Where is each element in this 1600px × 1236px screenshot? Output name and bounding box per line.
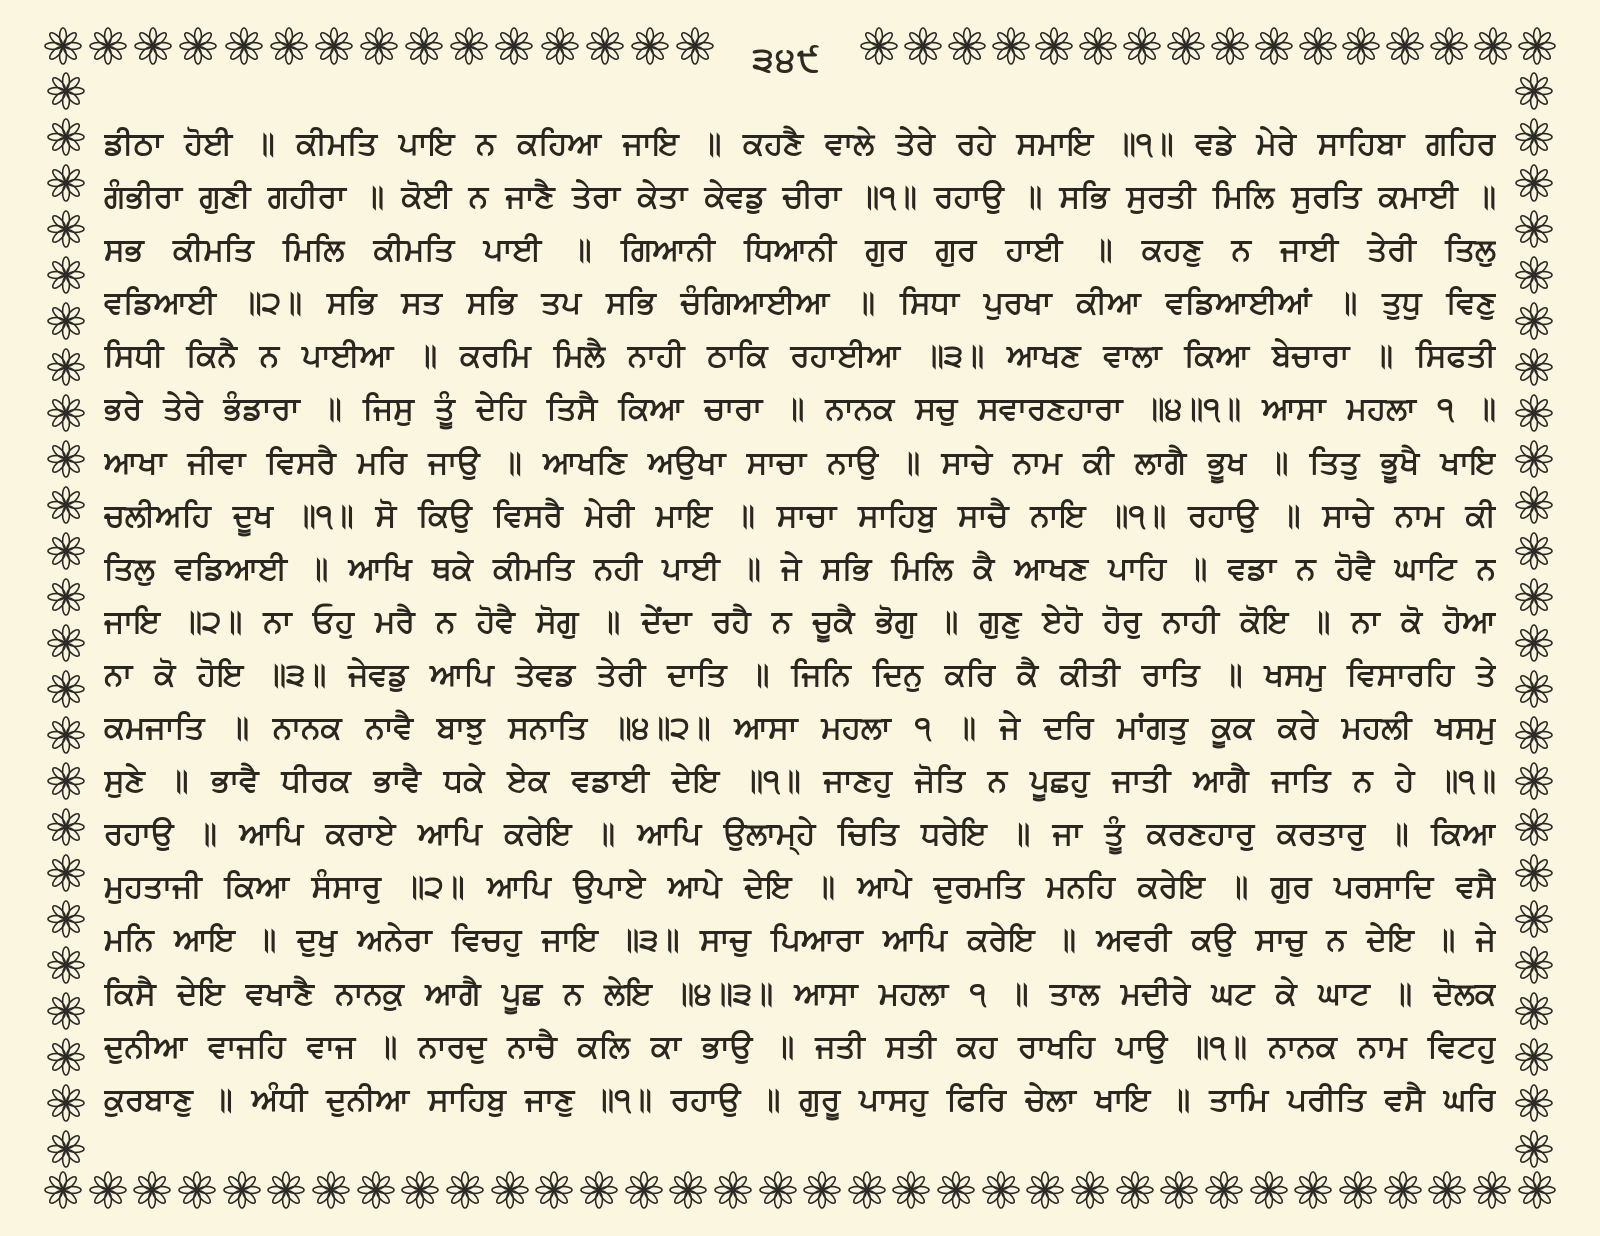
flower-icon <box>270 27 308 65</box>
flower-icon <box>47 210 85 248</box>
flower-icon <box>1515 1038 1553 1076</box>
flower-icon <box>1515 118 1553 156</box>
flower-icon <box>47 578 85 616</box>
flower-icon <box>676 27 714 65</box>
flower-icon <box>47 164 85 202</box>
flower-icon <box>401 1171 439 1209</box>
flower-icon <box>1515 440 1553 478</box>
flower-icon <box>803 1171 841 1209</box>
flower-icon <box>1428 1171 1466 1209</box>
flower-icon <box>1116 1171 1154 1209</box>
flower-icon <box>47 854 85 892</box>
flower-icon <box>948 27 986 65</box>
flower-icon <box>47 808 85 846</box>
flower-icon <box>1515 808 1553 846</box>
flower-icon <box>1515 900 1553 938</box>
flower-icon <box>1079 27 1117 65</box>
top-border-right <box>860 24 1556 68</box>
text-line: ਮੁਹਤਾਜੀ ਕਿਆ ਸੰਸਾਰੁ ॥੨॥ ਆਪਿ ਉਪਾਏ ਆਪੇ ਦੇਇ ॥ ਆਪੇ ਦੁਰਮਤਿ ਮਨਹਿ ਕਰੇਇ ॥ ਗੁਰ ਪਰਸਾਦਿ ਵਸੈ <box>104 869 1496 906</box>
text-line: ਸਭ ਕੀਮਤਿ ਮਿਲਿ ਕੀਮਤਿ ਪਾਈ ॥ ਗਿਆਨੀ ਧਿਆਨੀ ਗੁਰ ਗੁਰ ਹਾਈ ॥ ਕਹਣੁ ਨ ਜਾਈ ਤੇਰੀ ਤਿਲੁ <box>104 232 1496 269</box>
flower-icon <box>133 1171 171 1209</box>
flower-icon <box>631 27 669 65</box>
flower-icon <box>1515 394 1553 432</box>
flower-icon <box>625 1171 663 1209</box>
flower-icon <box>904 27 942 65</box>
flower-icon <box>1255 27 1293 65</box>
flower-icon <box>1430 27 1468 65</box>
top-border-left <box>44 24 714 68</box>
flower-icon <box>1515 670 1553 708</box>
flower-icon <box>1515 854 1553 892</box>
flower-icon <box>1518 27 1556 65</box>
flower-icon <box>1339 1171 1377 1209</box>
flower-icon <box>1474 27 1512 65</box>
text-line: ਮਨਿ ਆਇ ॥ ਦੁਖੁ ਅਨੇਰਾ ਵਿਚਹੁ ਜਾਇ ॥੩॥ ਸਾਚੁ ਪਿਆਰਾ ਆਪਿ ਕਰੇਇ ॥ ਅਵਰੀ ਕਉ ਸਾਚੁ ਨ ਦੇਇ ॥ ਜੇ <box>104 922 1496 959</box>
flower-icon <box>580 1171 618 1209</box>
flower-icon <box>47 532 85 570</box>
flower-icon <box>1515 164 1553 202</box>
flower-icon <box>89 1171 127 1209</box>
flower-icon <box>178 1171 216 1209</box>
flower-icon <box>1035 27 1073 65</box>
bottom-border <box>44 1168 1556 1212</box>
flower-icon <box>47 670 85 708</box>
text-line: ਗੰਭੀਰਾ ਗੁਣੀ ਗਹੀਰਾ ॥ ਕੋਈ ਨ ਜਾਣੈ ਤੇਰਾ ਕੇਤਾ ਕੇਵਡੁ ਚੀਰਾ ॥੧॥ ਰਹਾਉ ॥ ਸਭਿ ਸੁਰਤੀ ਮਿਲਿ ਸੁਰਤਿ ਕਮਾਈ ॥ <box>104 179 1496 216</box>
flower-icon <box>47 486 85 524</box>
flower-icon <box>1250 1171 1288 1209</box>
flower-icon <box>586 27 624 65</box>
text-line: ਭਰੇ ਤੇਰੇ ਭੰਡਾਰਾ ॥ ਜਿਸੁ ਤੂੰ ਦੇਹਿ ਤਿਸੈ ਕਿਆ ਚਾਰਾ ॥ ਨਾਨਕ ਸਚੁ ਸਵਾਰਣਹਾਰਾ ॥੪॥੧॥ ਆਸਾ ਮਹਲਾ ੧ ॥ <box>104 391 1496 428</box>
flower-icon <box>714 1171 752 1209</box>
flower-icon <box>47 992 85 1030</box>
flower-icon <box>860 27 898 65</box>
text-line: ਡੀਠਾ ਹੋਈ ॥ ਕੀਮਤਿ ਪਾਇ ਨ ਕਹਿਆ ਜਾਇ ॥ ਕਹਣੈ ਵਾਲੇ ਤੇਰੇ ਰਹੇ ਸਮਾਇ ॥੧॥ ਵਡੇ ਮੇਰੇ ਸਾਹਿਬਾ ਗਹਿਰ <box>104 126 1496 162</box>
flower-icon <box>541 27 579 65</box>
flower-icon <box>47 1038 85 1076</box>
flower-icon <box>1515 532 1553 570</box>
flower-icon <box>89 27 127 65</box>
flower-icon <box>1518 1171 1556 1209</box>
flower-icon <box>1205 1171 1243 1209</box>
text-line: ਸਿਧੀ ਕਿਨੈ ਨ ਪਾਈਆ ॥ ਕਰਮਿ ਮਿਲੈ ਨਾਹੀ ਠਾਕਿ ਰਹਾਈਆ ॥੩॥ ਆਖਣ ਵਾਲਾ ਕਿਆ ਬੇਚਾਰਾ ॥ ਸਿਫਤੀ <box>104 338 1496 375</box>
text-line: ਜਾਇ ॥੨॥ ਨਾ ਓਹੁ ਮਰੈ ਨ ਹੋਵੈ ਸੋਗੁ ॥ ਦੇਂਦਾ ਰਹੈ ਨ ਚੂਕੈ ਭੋਗੁ ॥ ਗੁਣੁ ਏਹੋ ਹੋਰੁ ਨਾਹੀ ਕੋਇ ॥ ਨਾ ਕੋ ਹੋਆ <box>104 603 1496 640</box>
flower-icon <box>47 440 85 478</box>
flower-icon <box>892 1171 930 1209</box>
left-border <box>44 72 88 1168</box>
flower-icon <box>44 1171 82 1209</box>
flower-icon <box>312 1171 350 1209</box>
text-line: ਕਿਸੈ ਦੇਇ ਵਖਾਣੈ ਨਾਨਕੁ ਆਗੈ ਪੂਛ ਨ ਲੇਇ ॥੪॥੩॥ ਆਸਾ ਮਹਲਾ ੧ ॥ ਤਾਲ ਮਦੀਰੇ ਘਟ ਕੇ ਘਾਟ ॥ ਦੋਲਕ <box>104 975 1496 1012</box>
flower-icon <box>44 27 82 65</box>
flower-icon <box>1515 716 1553 754</box>
flower-icon <box>1515 946 1553 984</box>
flower-icon <box>1299 27 1337 65</box>
flower-icon <box>47 118 85 156</box>
text-line: ਕਮਜਾਤਿ ॥ ਨਾਨਕ ਨਾਵੈ ਬਾਝੁ ਸਨਾਤਿ ॥੪॥੨॥ ਆਸਾ ਮਹਲਾ ੧ ॥ ਜੇ ਦਰਿ ਮਾਂਗਤੁ ਕੂਕ ਕਰੇ ਮਹਲੀ ਖਸਮੁ <box>104 710 1496 747</box>
flower-icon <box>1515 486 1553 524</box>
flower-icon <box>535 1171 573 1209</box>
flower-icon <box>1515 72 1553 110</box>
flower-icon <box>1123 27 1161 65</box>
flower-icon <box>1294 1171 1332 1209</box>
flower-icon <box>47 624 85 662</box>
right-border <box>1512 72 1556 1168</box>
flower-icon <box>47 72 85 110</box>
flower-icon <box>47 900 85 938</box>
flower-icon <box>1515 256 1553 294</box>
flower-icon <box>1160 1171 1198 1209</box>
flower-icon <box>1384 1171 1422 1209</box>
flower-icon <box>937 1171 975 1209</box>
flower-icon <box>1515 992 1553 1030</box>
flower-icon <box>1026 1171 1064 1209</box>
flower-icon <box>47 394 85 432</box>
flower-icon <box>47 348 85 386</box>
flower-icon <box>759 1171 797 1209</box>
flower-icon <box>47 302 85 340</box>
text-line: ਕੁਰਬਾਣੁ ॥ ਅੰਧੀ ਦੁਨੀਆ ਸਾਹਿਬੁ ਜਾਣੁ ॥੧॥ ਰਹਾਉ ॥ ਗੁਰੂ ਪਾਸਹੁ ਫਿਰਿ ਚੇਲਾ ਖਾਇ ॥ ਤਾਮਿ ਪਰੀਤਿ ਵਸੈ ਘਰਿ <box>104 1081 1496 1118</box>
flower-icon <box>47 1084 85 1122</box>
flower-icon <box>450 27 488 65</box>
flower-icon <box>1071 1171 1109 1209</box>
flower-icon <box>47 256 85 294</box>
text-block <box>104 118 1496 1127</box>
flower-icon <box>848 1171 886 1209</box>
flower-icon <box>1386 27 1424 65</box>
text-line: ਚਲੀਅਹਿ ਦੂਖ ॥੧॥ ਸੋ ਕਿਉ ਵਿਸਰੈ ਮੇਰੀ ਮਾਇ ॥ ਸਾਚਾ ਸਾਹਿਬੁ ਸਾਚੈ ਨਾਇ ॥੧॥ ਰਹਾਉ ॥ ਸਾਚੇ ਨਾਮ ਕੀ <box>104 497 1496 534</box>
flower-icon <box>1473 1171 1511 1209</box>
flower-icon <box>223 1171 261 1209</box>
flower-icon <box>1211 27 1249 65</box>
flower-icon <box>405 27 443 65</box>
flower-icon <box>982 1171 1020 1209</box>
text-line: ਰਹਾਉ ॥ ਆਪਿ ਕਰਾਏ ਆਪਿ ਕਰੇਇ ॥ ਆਪਿ ਉਲਾਮ੍ਹੇ ਚਿਤਿ ਧਰੇਇ ॥ ਜਾ ਤੂੰ ਕਰਣਹਾਰੁ ਕਰਤਾਰੁ ॥ ਕਿਆ <box>104 816 1496 853</box>
flower-icon <box>1515 762 1553 800</box>
flower-icon <box>1515 210 1553 248</box>
flower-icon <box>47 762 85 800</box>
flower-icon <box>491 1171 529 1209</box>
flower-icon <box>992 27 1030 65</box>
flower-icon <box>315 27 353 65</box>
flower-icon <box>179 27 217 65</box>
text-line: ਤਿਲੁ ਵਡਿਆਈ ॥ ਆਖਿ ਥਕੇ ਕੀਮਤਿ ਨਹੀ ਪਾਈ ॥ ਜੇ ਸਭਿ ਮਿਲਿ ਕੈ ਆਖਣ ਪਾਹਿ ॥ ਵਡਾ ਨ ਹੋਵੈ ਘਾਟਿ ਨ <box>104 550 1496 587</box>
flower-icon <box>1342 27 1380 65</box>
flower-icon <box>1515 1130 1553 1168</box>
flower-icon <box>1515 1084 1553 1122</box>
flower-icon <box>357 1171 395 1209</box>
text-line: ਆਖਾ ਜੀਵਾ ਵਿਸਰੈ ਮਰਿ ਜਾਉ ॥ ਆਖਣਿ ਅਉਖਾ ਸਾਚਾ ਨਾਉ ॥ ਸਾਚੇ ਨਾਮ ਕੀ ਲਾਗੈ ਭੂਖ ॥ ਤਿਤੁ ਭੂਖੈ ਖਾਇ <box>104 444 1496 481</box>
flower-icon <box>267 1171 305 1209</box>
flower-icon <box>1515 348 1553 386</box>
flower-icon <box>1515 578 1553 616</box>
flower-icon <box>446 1171 484 1209</box>
flower-icon <box>134 27 172 65</box>
text-line: ਵਡਿਆਈ ॥੨॥ ਸਭਿ ਸਤ ਸਭਿ ਤਪ ਸਭਿ ਚੰਗਿਆਈਆ ॥ ਸਿਧਾ ਪੁਰਖਾ ਕੀਆ ਵਡਿਆਈਆਂ ॥ ਤੁਧੁ ਵਿਣੁ <box>104 285 1496 322</box>
flower-icon <box>1515 302 1553 340</box>
text-line: ਦੁਨੀਆ ਵਾਜਹਿ ਵਾਜ ॥ ਨਾਰਦੁ ਨਾਚੈ ਕਲਿ ਕਾ ਭਾਉ ॥ ਜਤੀ ਸਤੀ ਕਹ ਰਾਖਹਿ ਪਾਉ ॥੧॥ ਨਾਨਕ ਨਾਮ ਵਿਟਹੁ <box>104 1028 1496 1065</box>
flower-icon <box>225 27 263 65</box>
flower-icon <box>360 27 398 65</box>
text-line: ਸੁਣੇ ॥ ਭਾਵੈ ਧੀਰਕ ਭਾਵੈ ਧਕੇ ਏਕ ਵਡਾਈ ਦੇਇ ॥੧॥ ਜਾਣਹੁ ਜੋਤਿ ਨ ਪੂਛਹੁ ਜਾਤੀ ਆਗੈ ਜਾਤਿ ਨ ਹੇ ॥੧॥ <box>104 763 1496 800</box>
flower-icon <box>47 716 85 754</box>
text-line: ਨਾ ਕੋ ਹੋਇ ॥੩॥ ਜੇਵਡੁ ਆਪਿ ਤੇਵਡ ਤੇਰੀ ਦਾਤਿ ॥ ਜਿਨਿ ਦਿਨੁ ਕਰਿ ਕੈ ਕੀਤੀ ਰਾਤਿ ॥ ਖਸਮੁ ਵਿਸਾਰਹਿ ਤੇ <box>104 656 1496 693</box>
flower-icon <box>495 27 533 65</box>
flower-icon <box>669 1171 707 1209</box>
flower-icon <box>1167 27 1205 65</box>
flower-icon <box>47 946 85 984</box>
flower-icon <box>1515 624 1553 662</box>
flower-icon <box>47 1130 85 1168</box>
page-number: ੩੪੯ <box>752 40 822 80</box>
